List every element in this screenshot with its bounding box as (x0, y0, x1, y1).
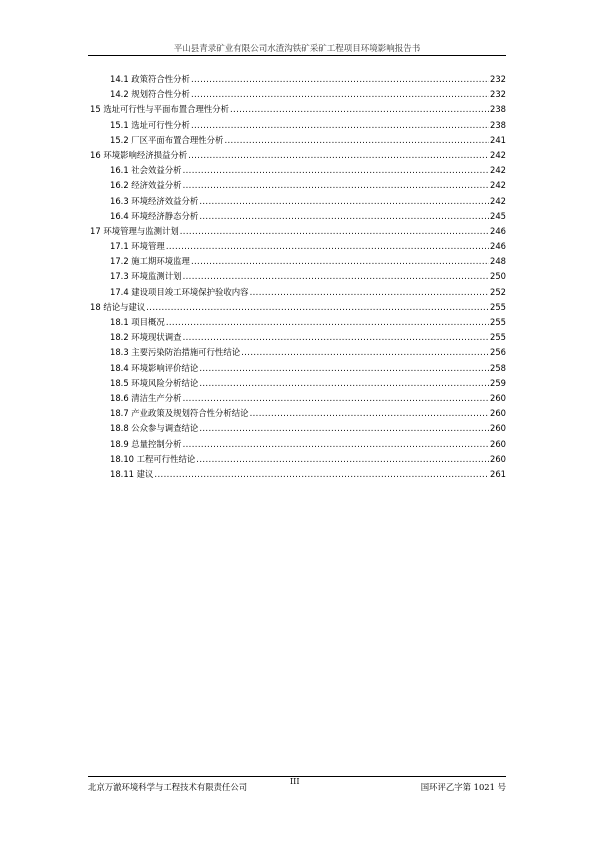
toc-entry-title: 18.2 环境现状调查 (110, 332, 182, 343)
toc-entry[interactable] (90, 239, 506, 254)
toc-entry-title: 16.2 经济效益分析 (110, 180, 182, 191)
toc-entry-title: 16 环境影响经济损益分析 (90, 149, 188, 160)
toc-entry[interactable] (90, 300, 506, 315)
toc-entry[interactable] (90, 72, 506, 87)
page-header-title: 平山县青录矿业有限公司水渣沟铁矿采矿工程项目环境影响报告书 (173, 44, 421, 54)
toc-entry-page: 241 (490, 134, 506, 145)
toc-entry[interactable] (90, 421, 506, 436)
toc-entry[interactable] (90, 102, 506, 117)
toc-dot-leader (180, 224, 489, 239)
toc-entry-page: 232 (490, 74, 506, 84)
toc-entry[interactable] (90, 133, 506, 148)
toc-entry[interactable] (90, 178, 506, 193)
toc-dot-leader (199, 376, 489, 391)
toc-entry[interactable] (90, 209, 506, 224)
toc-entry-title: 14.2 规划符合性分析 (110, 89, 190, 100)
toc-entry-page: 260 (490, 438, 506, 449)
toc-entry-page: 238 (490, 119, 506, 130)
toc-entry-title: 17.2 施工期环境监理 (110, 256, 190, 267)
toc-dot-leader (199, 209, 489, 224)
toc-entry[interactable] (90, 148, 506, 163)
toc-entry-page: 250 (490, 271, 506, 282)
toc-dot-leader (183, 163, 489, 178)
toc-dot-leader (250, 285, 489, 300)
toc-entry-title: 18.4 环境影响评价结论 (110, 362, 199, 373)
toc-entry-title: 17.4 建设项目竣工环境保护验收内容 (110, 286, 249, 297)
toc-dot-leader (183, 178, 489, 193)
toc-entry-title: 18.11 建议 (110, 468, 154, 479)
footer-company: 北京万澈环境科学与工程技术有限责任公司 (88, 782, 248, 792)
toc-entry-page: 242 (490, 165, 506, 176)
toc-entry-page: 242 (490, 149, 506, 160)
toc-dot-leader (154, 467, 489, 482)
toc-entry-title: 18.9 总量控制分析 (110, 438, 182, 449)
toc-dot-leader (183, 269, 489, 284)
footer-page-number: III (290, 777, 300, 786)
toc-entry-page: 260 (490, 423, 506, 434)
toc-entry-page: 246 (490, 241, 506, 252)
toc-dot-leader (191, 72, 489, 87)
toc-entry-page: 242 (490, 195, 506, 206)
toc-dot-leader (199, 361, 489, 376)
toc-entry-title: 15.2 厂区平面布置合理性分析 (110, 134, 224, 145)
toc-entry-page: 260 (490, 392, 506, 403)
toc-entry-title: 16.1 社会效益分析 (110, 165, 182, 176)
toc-entry-title: 15.1 选址可行性分析 (110, 119, 190, 130)
toc-entry-title: 18.1 项目概况 (110, 317, 165, 327)
header-divider (88, 55, 506, 56)
toc-entry[interactable] (90, 345, 506, 360)
toc-entry-page: 260 (490, 408, 506, 419)
toc-dot-leader (199, 194, 489, 209)
toc-dot-leader (196, 452, 489, 467)
toc-entry-page: 255 (490, 317, 506, 327)
toc-entry-page: 238 (490, 104, 506, 115)
toc-entry-page: 260 (490, 453, 506, 464)
toc-entry-title: 18 结论与建议 (90, 301, 146, 312)
toc-dot-leader (224, 133, 489, 148)
toc-entry[interactable] (90, 315, 506, 330)
toc-entry-title: 18.8 公众参与调查结论 (110, 423, 199, 434)
toc-entry[interactable] (90, 87, 506, 102)
toc-entry-title: 17 环境管理与监测计划 (90, 225, 179, 236)
toc-dot-leader (183, 437, 489, 452)
toc-dot-leader (191, 118, 489, 133)
toc-dot-leader (199, 421, 489, 436)
toc-dot-leader (241, 345, 489, 360)
toc-entry[interactable] (90, 118, 506, 133)
toc-entry-title: 16.3 环境经济效益分析 (110, 195, 199, 206)
toc-entry[interactable] (90, 254, 506, 269)
toc-entry[interactable] (90, 391, 506, 406)
toc-dot-leader (183, 330, 489, 345)
toc-dot-leader (183, 391, 489, 406)
toc-entry-page: 242 (490, 180, 506, 191)
toc-entry-page: 256 (490, 347, 506, 358)
toc-dot-leader (146, 300, 489, 315)
toc-entry-title: 17.1 环境管理 (110, 241, 165, 252)
toc-entry[interactable] (90, 224, 506, 239)
toc-entry-page: 248 (490, 256, 506, 267)
toc-dot-leader (191, 254, 489, 269)
footer-license: 国环评乙字第 1021 号 (420, 782, 506, 792)
toc-entry-page: 255 (490, 301, 506, 312)
toc-entry-page: 255 (490, 332, 506, 343)
toc-entry-title: 16.4 环境经济静态分析 (110, 210, 199, 221)
toc-dot-leader (230, 102, 489, 117)
toc-entry[interactable] (90, 376, 506, 391)
toc-entry[interactable] (90, 361, 506, 376)
toc-entry-page: 252 (490, 286, 506, 297)
toc-entry[interactable] (90, 467, 506, 482)
toc-entry-page: 246 (490, 225, 506, 236)
toc-entry[interactable] (90, 452, 506, 467)
toc-entry[interactable] (90, 163, 506, 178)
toc-entry-page: 232 (490, 89, 506, 100)
toc-dot-leader (188, 148, 489, 163)
table-of-contents (90, 72, 506, 482)
toc-entry-title: 18.7 产业政策及规划符合性分析结论 (110, 408, 249, 419)
toc-dot-leader (250, 406, 489, 421)
toc-dot-leader (166, 315, 489, 330)
toc-entry-title: 17.3 环境监测计划 (110, 271, 182, 282)
toc-entry[interactable] (90, 285, 506, 300)
toc-entry[interactable] (90, 194, 506, 209)
toc-entry[interactable] (90, 269, 506, 284)
toc-entry[interactable] (90, 406, 506, 421)
toc-entry-title: 18.10 工程可行性结论 (110, 453, 196, 464)
toc-entry[interactable] (90, 330, 506, 345)
toc-entry-title: 18.5 环境风险分析结论 (110, 377, 199, 388)
toc-entry-title: 18.6 清洁生产分析 (110, 392, 182, 403)
toc-entry-page: 245 (490, 210, 506, 221)
toc-entry-page: 258 (490, 362, 506, 373)
toc-dot-leader (166, 239, 489, 254)
toc-entry-page: 259 (490, 377, 506, 388)
toc-entry-title: 14.1 政策符合性分析 (110, 74, 190, 84)
toc-dot-leader (191, 87, 489, 102)
toc-entry-title: 18.3 主要污染防治措施可行性结论 (110, 347, 241, 358)
toc-entry[interactable] (90, 437, 506, 452)
toc-entry-page: 261 (490, 468, 506, 479)
toc-entry-title: 15 选址可行性与平面布置合理性分析 (90, 104, 229, 115)
